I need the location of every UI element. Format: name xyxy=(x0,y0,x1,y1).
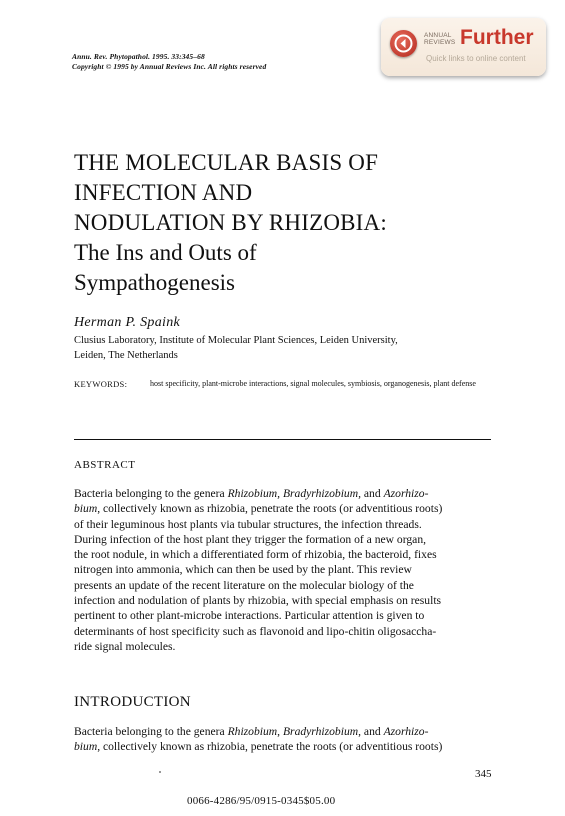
abstract-line: of their leguminous host plants via tubular structures, the infection threads. xyxy=(74,517,422,531)
page-number: 345 xyxy=(475,768,492,780)
abstract-heading: ABSTRACT xyxy=(74,459,136,471)
article-code: 0066-4286/95/0915-0345$05.00 xyxy=(187,795,336,807)
subtitle-line: The Ins and Outs of xyxy=(74,240,257,265)
keywords-label: KEYWORDS: xyxy=(74,379,128,389)
title-line: INFECTION AND xyxy=(74,180,253,205)
abstract-body xyxy=(74,486,491,654)
subtitle-line: Sympathogenesis xyxy=(74,270,235,295)
introduction-body xyxy=(74,724,491,755)
introduction-heading: INTRODUCTION xyxy=(74,694,191,710)
abstract-line: the root nodule, in which a differentiated form of rhizobia, the bacteroid, fixes xyxy=(74,548,437,562)
further-tagline[interactable]: Quick links to online content xyxy=(426,54,526,63)
abstract-line: bium, collectively known as rhizobia, penetrate the roots (or adventitious roots) xyxy=(74,502,443,516)
further-wordmark: Further xyxy=(460,26,534,49)
title-line: THE MOLECULAR BASIS OF xyxy=(74,150,379,175)
author-affiliation: Clusius Laboratory, Institute of Molecular Plant Sciences, Leiden University, Leiden, The Netherlands xyxy=(74,335,398,361)
annual-reviews-logo-text: ANNUAL REVIEWS xyxy=(424,32,456,46)
abstract-line: ride signal molecules. xyxy=(74,639,176,653)
intro-line: Bacteria belonging to the genera Rhizobium, Bradyrhizobium, and Azorhizo- xyxy=(74,725,429,738)
journal-citation xyxy=(72,52,266,72)
intro-line: bium, collectively known as rhizobia, penetrate the roots (or adventitious roots) xyxy=(74,740,443,754)
arrow-left-circle-icon xyxy=(390,30,417,57)
section-divider xyxy=(74,439,491,440)
scan-speck xyxy=(159,771,161,773)
citation-line-2: Copyright © 1995 by Annual Reviews Inc. All rights reserved xyxy=(72,62,267,71)
title-line: NODULATION BY RHIZOBIA: xyxy=(74,210,387,235)
citation-line-1: Annu. Rev. Phytopathol. 1995. 33:345–68 xyxy=(72,52,205,61)
abstract-line: Bacteria belonging to the genera Rhizobium, Bradyrhizobium, and Azorhizo- xyxy=(74,487,429,500)
annual-reviews-further-badge[interactable] xyxy=(381,18,546,76)
abstract-line: pertinent to other plant-microbe interactions. Particular attention is given to xyxy=(74,609,425,623)
keywords-list: host specificity, plant-microbe interactions, signal molecules, symbiosis, organogenesis, plant defense xyxy=(150,379,476,388)
author-name: Herman P. Spaink xyxy=(74,315,181,330)
abstract-line: presents an update of the recent literature on the molecular biology of the xyxy=(74,578,414,592)
abstract-line: determinants of host specificity such as flavonoid and lipo-chitin oligosaccha- xyxy=(74,624,437,638)
abstract-line: infection and nodulation of plants by rhizobia, with special emphasis on results xyxy=(74,594,442,608)
article-subtitle xyxy=(74,238,257,298)
abstract-line: During infection of the host plant they trigger the formation of a new organ, xyxy=(74,532,427,546)
article-title xyxy=(74,148,387,238)
abstract-line: nitrogen into ammonia, which can then be used by the plant. This review xyxy=(74,563,412,577)
